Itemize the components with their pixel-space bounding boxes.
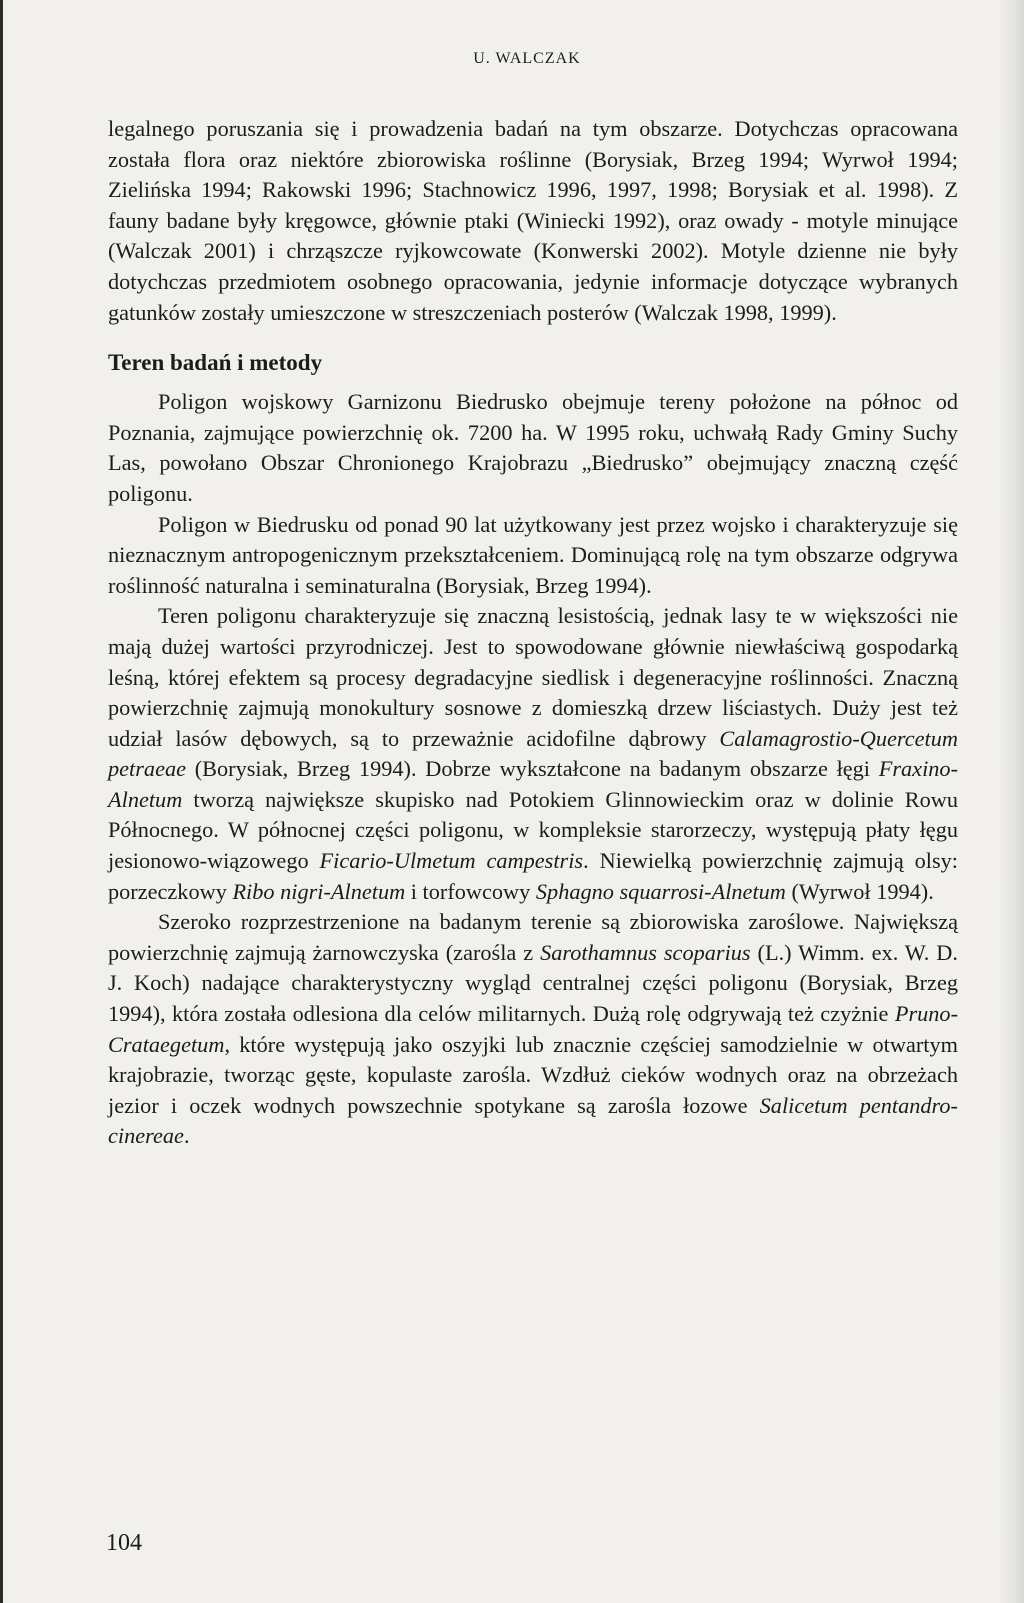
text-run: legalnego poruszania się i prowadzenia badań na tym obszarze. Dotychczas opracowana została flora oraz niektóre zbiorowiska roślinne (Borysiak, Brzeg 1994; Wyrwoł 1994; Zielińska 1994; Rakowski 1996; Stachnowicz 1996, 1997, 1998; Borysiak et al. 1998). Z fauny badane były kręgowce, głównie ptaki (Winiecki 1992), oraz owady - motyle minujące (Walczak 2001) i chrząszcze ryjkowcowate (Konwerski 2002). Motyle dzienne nie były dotychczas przedmiotem osobnego opracowania, jedynie informacje dotyczące wybranych gatunków zostały umieszczone w streszczeniach posterów (Walczak 1998, 1999). [108,116,958,325]
paragraph [108,387,958,509]
paragraph [108,907,958,1152]
running-head: U. WALCZAK [473,50,581,67]
scan-page-edge [0,0,3,1603]
taxon-name: Calamagrostio-Quercetum petraeae [108,725,958,782]
text-run: (L.) Wimm. ex. W. D. J. Koch) nadające charakterystyczny wygląd centralnej części poligonu (Borysiak, Brzeg 1994), która została odlesiona dla celów militarnych. Dużą rolę odgrywają też czyżnie [108,939,958,1027]
taxon-name: Sphagno squarrosi-Alnetum [535,878,786,904]
taxon-name: Salicetum pentandro-cinereae [108,1092,958,1149]
text-run: i torfowcowy [405,878,536,904]
taxon-name: Ficario-Ulmetum campestris [319,848,584,874]
text-run: (Wyrwoł 1994). [785,878,934,904]
taxon-name: Fraxino-Alnetum [108,756,958,812]
text-run: Poligon w Biedrusku od ponad 90 lat użytkowany jest przez wojsko i charakteryzuje się nieznacznym antropogenicznym przekształceniem. Dominującą rolę na tym obszarze odgrywa roślinność naturalna i seminaturalna (Borysiak, Brzeg 1994). [108,511,958,598]
body-text [108,114,958,1152]
text-run: . Niewielką powierzchnię zajmują olsy: porzeczkowy [108,848,958,904]
paragraph [108,114,958,328]
taxon-name: Pruno-Crataegetum [108,1001,958,1057]
scan-gutter-shadow [998,0,1024,1603]
text-run: Teren poligonu charakteryzuje się znaczną lesistością, jednak lasy te w większości nie mają dużej wartości przyrodniczej. Jest to spowodowane głównie niewłaściwą gospodarką leśną, której efektem są procesy degradacyjne siedlisk i degeneracyjne roślinności. Znaczną powierzchnię zajmują monokultury sosnowe z domieszką drzew liściastych. Duży jest też udział lasów dębowych, są to przeważnie acidofilne dąbrowy [108,603,958,751]
text-run: , które występują jako oszyjki lub znacznie częściej samodzielnie w otwartym krajobrazie, tworząc gęste, kopulaste zarośla. Wzdłuż cieków wodnych oraz na obrzeżach jezior i oczek wodnych powszechnie spotykane są zarośla łozowe [108,1031,958,1118]
paragraph [108,510,958,602]
text-run: Poligon wojskowy Garnizonu Biedrusko obejmuje tereny położone na północ od Poznania, zajmujące powierzchnię ok. 7200 ha. W 1995 roku, uchwałą Rady Gminy Suchy Las, powołano Obszar Chronionego Krajobrazu „Biedrusko” obejmujący znaczną część poligonu. [108,389,958,506]
text-run: . [183,1123,190,1149]
taxon-name: Sarothamnus scoparius [540,939,751,965]
taxon-name: Ribo nigri-Alnetum [232,878,406,904]
section-heading: Teren badań i metody [108,350,323,376]
paragraph [108,601,958,907]
text-run: tworzą największe skupisko nad Potokiem Glinnowieckim oraz w dolinie Rowu Północnego. W północnej części poligonu, w kompleksie starorzeczy, występują płaty łęgu jesionowo-wiązowego [108,786,958,874]
text-run: (Borysiak, Brzeg 1994). Dobrze wykształcone na badanym obszarze łęgi [186,756,879,782]
page-number: 104 [106,1530,142,1556]
text-run: Szeroko rozprzestrzenione na badanym terenie są zbiorowiska zaroślowe. Największą powierzchnię zajmują żarnowczyska (zarośla z [108,909,958,965]
